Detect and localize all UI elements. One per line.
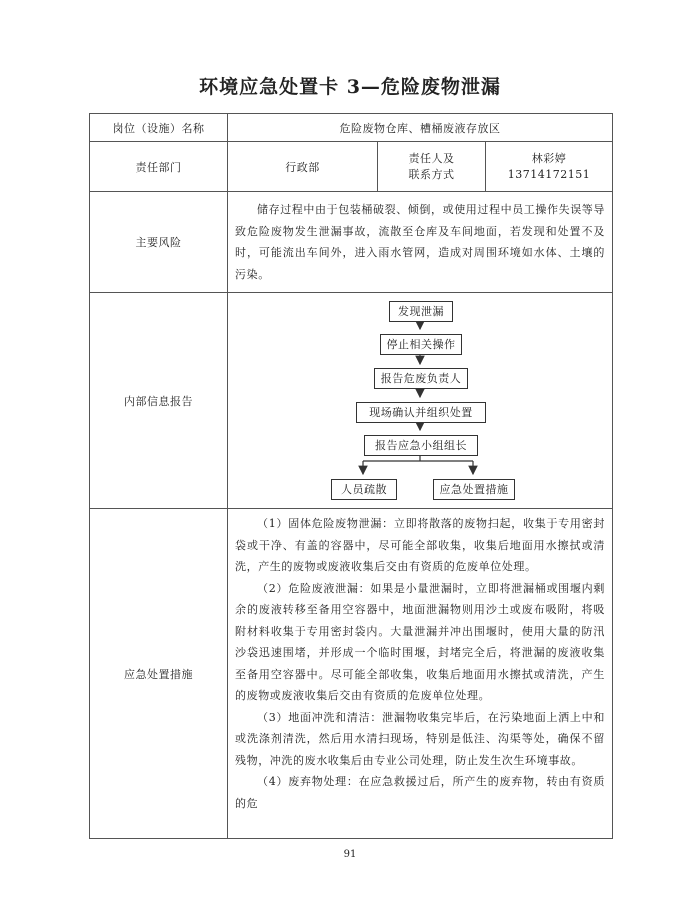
facility-name-label: 岗位（设施）名称	[90, 114, 228, 142]
flow-step-emergency-measures: 应急处置措施	[433, 479, 515, 500]
contact-label-line1: 责任人及	[408, 151, 455, 165]
responsible-dept-label: 责任部门	[90, 142, 228, 192]
emergency-measures-label: 应急处置措施	[90, 509, 228, 839]
flowchart-arrows	[228, 294, 612, 508]
measure-paragraph-2: （2）危险废液泄漏：如果是小量泄漏时，立即将泄漏桶或围堰内剩余的废液转移至备用空容器中，地面泄漏物则用沙土或废布吸附，将吸附材料收集于专用密封袋内。大量泄漏并冲出围堰时，使用大量的防汛沙袋迅速围堵，并形成一个临时围堰，封堵完全后，将泄漏的废液收集至备用空容器中。尽可能全部收集，收集后地面用水擦拭或清洗，产生的废物或废液收集后交由有资质的危废单位处理。	[235, 581, 605, 702]
emergency-measures-cell	[228, 509, 613, 839]
measure-paragraph-3: （3）地面冲洗和清洁：泄漏物收集完毕后，在污染地面上洒上中和或洗涤剂清洗，然后用水清扫现场，特别是低洼、沟渠等处，确保不留残物，冲洗的废水收集后由专业公司处理，防止发生次生环境事故。	[235, 710, 605, 767]
flow-step-evacuate: 人员疏散	[331, 479, 397, 500]
flow-step-discover-leak: 发现泄漏	[389, 301, 453, 322]
main-risk-cell	[228, 192, 613, 293]
internal-report-label: 内部信息报告	[90, 293, 228, 509]
responsible-dept-value: 行政部	[228, 142, 378, 192]
emergency-measures-text	[228, 509, 612, 816]
measure-paragraph-4: （4）废弃物处理：在应急救援过后，所产生的废弃物，转由有资质的危	[235, 775, 605, 810]
contact-label	[378, 142, 486, 192]
contact-value	[486, 142, 613, 192]
measure-paragraph-1: （1）固体危险废物泄漏：立即将散落的废物扫起，收集于专用密封袋或干净、有盖的容器中，尽可能全部收集，收集后地面用水擦拭或清洗，产生的废物或废液收集后交由有资质的危废单位处理。	[235, 517, 605, 573]
contact-person: 林彩婷	[531, 151, 567, 165]
contact-phone: 13714172151	[507, 167, 591, 181]
flow-step-onsite-confirm: 现场确认并组织处置	[356, 402, 486, 423]
page-title: 环境应急处置卡 3—危险废物泄漏	[199, 76, 501, 98]
flow-step-stop-operation: 停止相关操作	[380, 334, 462, 355]
flowchart-cell	[228, 293, 613, 509]
row-emergency-measures	[90, 509, 613, 839]
page-number: 91	[343, 849, 357, 860]
row-internal-report	[90, 293, 613, 509]
main-risk-label: 主要风险	[90, 192, 228, 293]
flow-step-report-hazwaste-manager: 报告危废负责人	[374, 368, 468, 389]
emergency-card-table	[89, 113, 613, 839]
row-facility-name	[90, 114, 613, 142]
row-responsible-dept	[90, 142, 613, 192]
row-main-risk	[90, 192, 613, 293]
report-flowchart	[228, 294, 612, 508]
flow-step-report-team-leader: 报告应急小组组长	[364, 435, 478, 456]
main-risk-text: 储存过程中由于包装桶破裂、倾倒，或使用过程中员工操作失误等导致危险废物发生泄漏事故，流散至仓库及车间地面，若发现和处置不及时，可能流出车间外，进入雨水管网，造成对周围环境如水体、土壤的污染。	[235, 203, 605, 281]
contact-label-line2: 联系方式	[408, 167, 455, 181]
facility-name-value: 危险废物仓库、槽桶废液存放区	[228, 114, 613, 142]
